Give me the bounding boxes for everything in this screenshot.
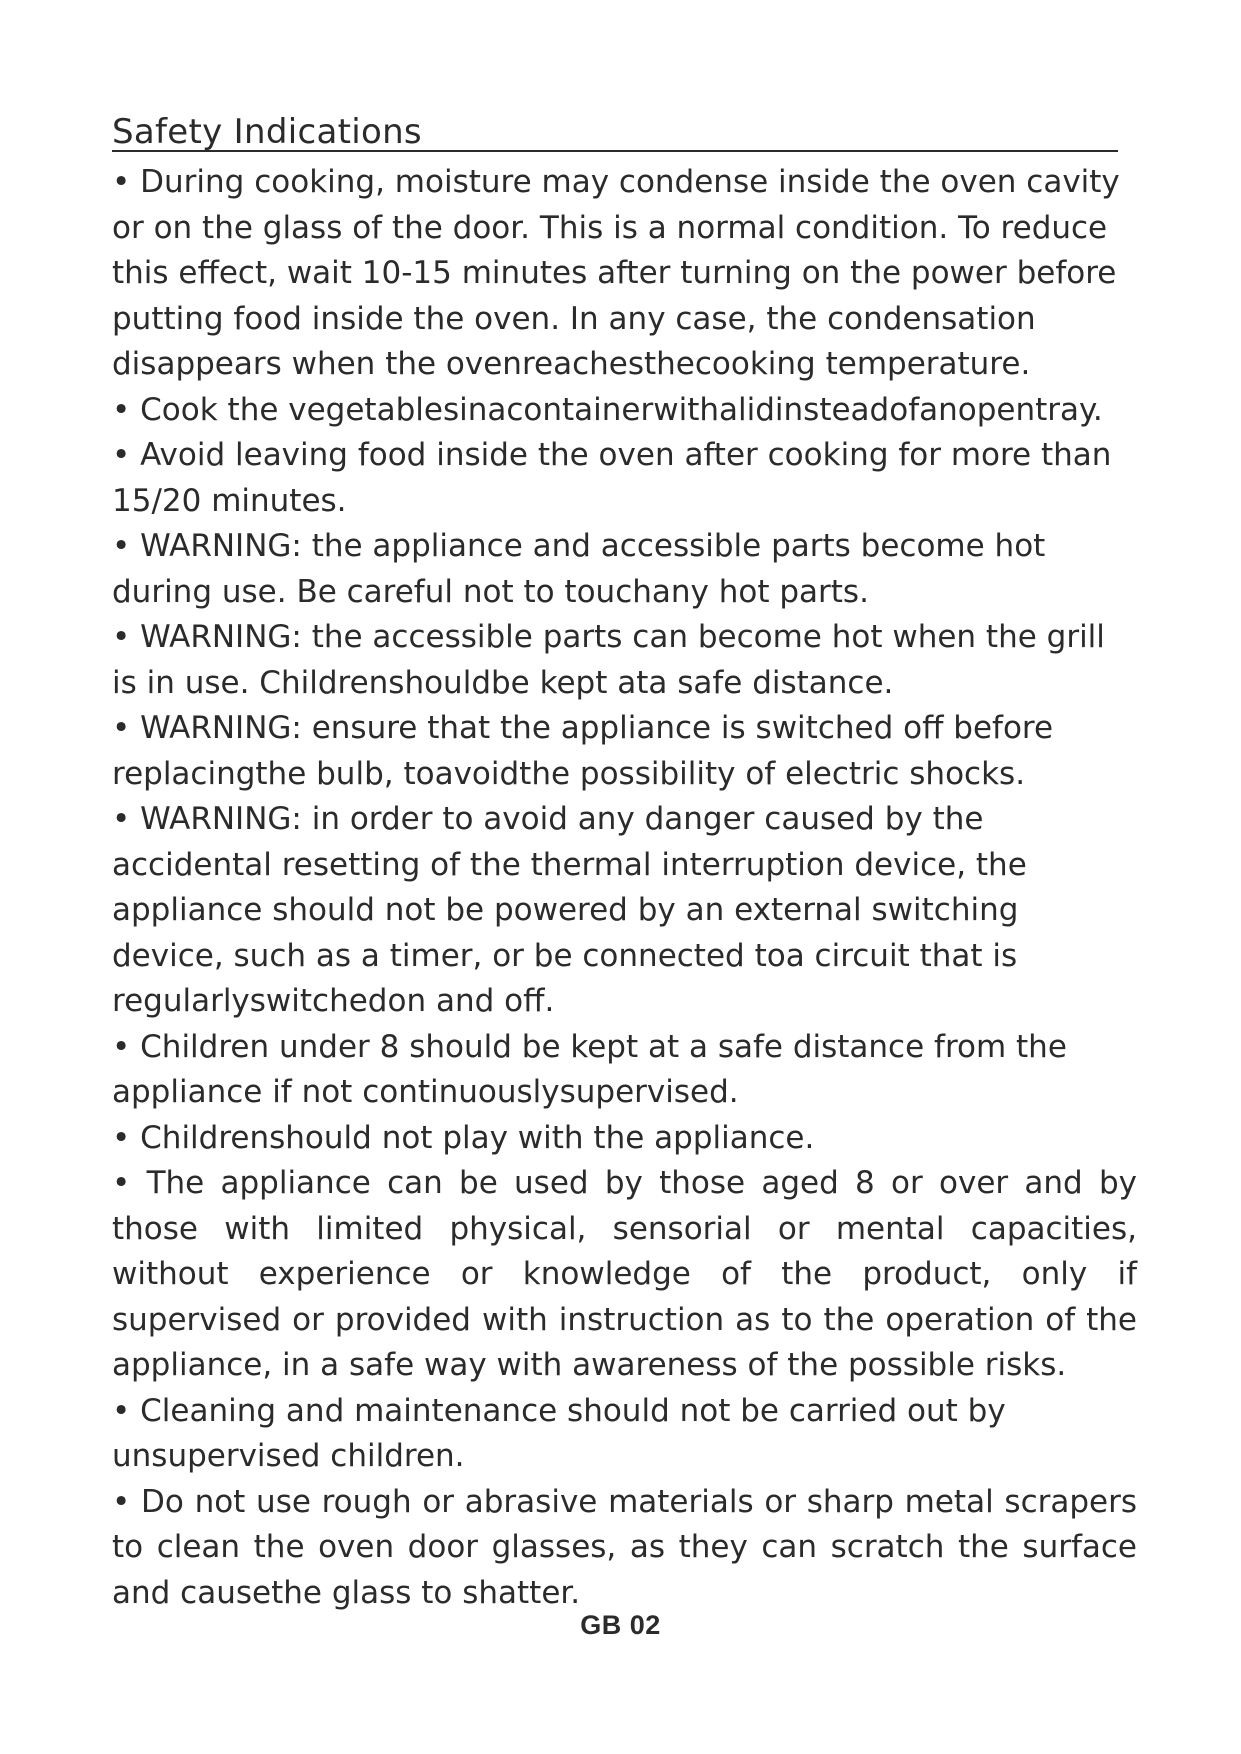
- safety-item-text: Childrenshould not play with the appliance.: [140, 1119, 815, 1156]
- safety-item: [112, 1480, 1137, 1617]
- safety-item-text: The appliance can be used by those aged 8 or over and by those with limited physical, sensorial or mental capacities, without experience or knowledge of the product, only if supervised or provided with instruction as to the operation of the appliance, in a safe way with awareness of the possible risks.: [112, 1165, 1137, 1383]
- bullet-icon: •: [112, 528, 131, 564]
- safety-item: [112, 797, 1137, 1025]
- safety-list: [112, 160, 1137, 1616]
- safety-item: [112, 1389, 1137, 1480]
- safety-item-text: Avoid leaving food inside the oven after cooking for more than 15/20 minutes.: [112, 437, 1112, 519]
- safety-item: [112, 1025, 1137, 1116]
- bullet-icon: •: [112, 164, 131, 200]
- safety-item: [112, 1116, 1137, 1162]
- bullet-icon: •: [112, 1165, 131, 1201]
- bullet-icon: •: [112, 1392, 131, 1429]
- section-title: Safety Indications: [112, 112, 422, 152]
- safety-item-text: Cleaning and maintenance should not be carried out by unsupervised children.: [112, 1392, 1006, 1474]
- safety-item: [112, 388, 1137, 434]
- bullet-icon: •: [112, 437, 131, 473]
- bullet-icon: •: [112, 391, 131, 428]
- section-header: [112, 104, 1118, 152]
- safety-item-text: WARNING: the appliance and accessible parts become hot during use. Be careful not to touchany hot parts.: [112, 528, 1046, 610]
- bullet-icon: •: [112, 1028, 131, 1065]
- safety-item: [112, 433, 1137, 524]
- safety-item: [112, 706, 1137, 797]
- safety-item: [112, 524, 1137, 615]
- bullet-icon: •: [112, 619, 131, 655]
- bullet-icon: •: [112, 1483, 131, 1520]
- bullet-icon: •: [112, 801, 131, 837]
- safety-item-text: During cooking, moisture may condense inside the oven cavity or on the glass of the door. This is a normal condition. To reduce this effect, wait 10-15 minutes after turning on the power before putting food inside the oven. In any case, the condensation disappears when the ovenreachesthecooking temperature.: [112, 164, 1120, 382]
- page-number: GB 02: [580, 1610, 661, 1640]
- bullet-icon: •: [112, 1119, 131, 1156]
- bullet-icon: •: [112, 710, 131, 746]
- safety-item-text: Do not use rough or abrasive materials or sharp metal scrapers to clean the oven door glasses, as they can scratch the surface and causethe glass to shatter.: [112, 1483, 1137, 1611]
- safety-item-text: Cook the vegetablesinacontainerwithalidinsteadofanopentray.: [140, 391, 1103, 428]
- safety-item-text: Children under 8 should be kept at a safe distance from the appliance if not continuouslysupervised.: [112, 1028, 1067, 1110]
- safety-item: [112, 160, 1137, 388]
- safety-item: [112, 1161, 1137, 1389]
- safety-item-text: WARNING: the accessible parts can become hot when the grill is in use. Childrenshouldbe kept ata safe distance.: [112, 619, 1105, 701]
- safety-item-text: WARNING: in order to avoid any danger caused by the accidental resetting of the thermal interruption device, the appliance should not be powered by an external switching device, such as a timer, or be connected toa circuit that is regularlyswitchedon and off.: [112, 801, 1027, 1019]
- safety-item: [112, 615, 1137, 706]
- safety-item-text: WARNING: ensure that the appliance is switched off before replacingthe bulb, toavoidthe possibility of electric shocks.: [112, 710, 1054, 792]
